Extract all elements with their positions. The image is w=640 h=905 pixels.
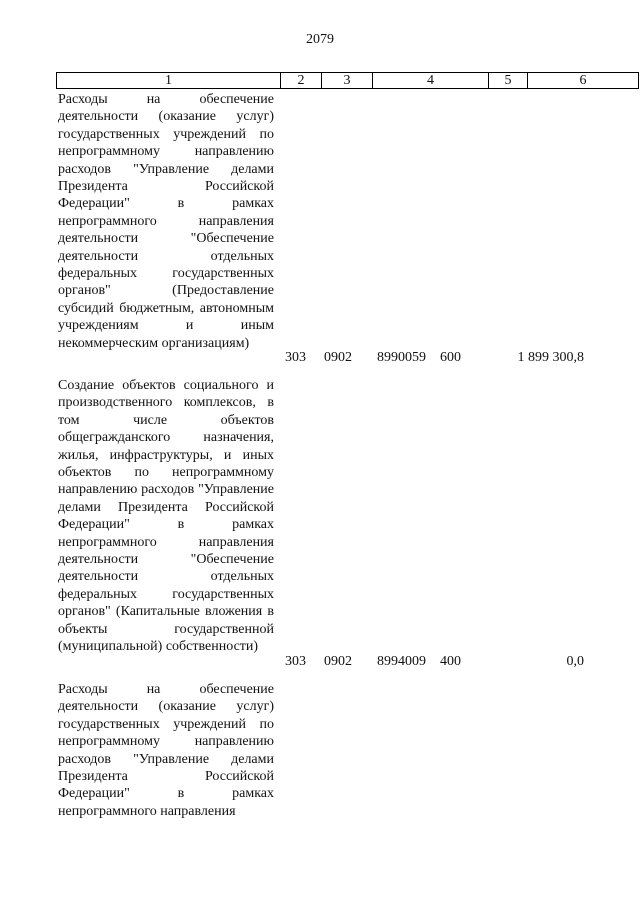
row-1-col5: 600 — [440, 350, 461, 365]
header-col-2: 2 — [280, 72, 322, 89]
row-3-description: Расходы на обеспечение деятельности (оказание услуг) государственных учреждений по непрограммному направлению расходов "Управление делами Президента Российской Федерации" в рамках непрограммного направления — [58, 682, 274, 819]
row-2-col4: 8994009 — [377, 654, 426, 669]
header-col-1: 1 — [56, 72, 281, 89]
row-1-col4: 8990059 — [377, 350, 426, 365]
row-2-col2: 303 — [285, 654, 306, 669]
row-1-description: Расходы на обеспечение деятельности (оказание услуг) государственных учреждений по непрограммному направлению расходов "Управление делами Президента Российской Федерации" в рамках непрограммного направления деятельности "Обеспечение деятельности отдельных федеральных государственных органов" (Предоставление субсидий бюджетным, автономным учреждениям и иным некоммерческим организациям) — [58, 92, 274, 351]
header-col-3: 3 — [321, 72, 373, 89]
header-col-6: 6 — [527, 72, 639, 89]
row-2-col6: 0,0 — [566, 654, 584, 669]
row-1-col6: 1 899 300,8 — [517, 350, 584, 365]
row-1-col3: 0902 — [324, 350, 352, 365]
header-col-5: 5 — [488, 72, 528, 89]
page-number: 2079 — [306, 32, 334, 47]
header-col-4: 4 — [372, 72, 489, 89]
row-2-description: Создание объектов социального и производственного комплексов, в том числе объектов общегражданского назначения, жилья, инфраструктуры, и иных объектов по непрограммному направлению расходов "Управление делами Президента Российской Федерации" в рамках непрограммного направления деятельности "Обеспечение деятельности отдельных федеральных государственных органов" (Капитальные вложения в объекты государственной (муниципальной) собственности) — [58, 378, 274, 655]
row-2-col5: 400 — [440, 654, 461, 669]
row-2-col3: 0902 — [324, 654, 352, 669]
row-1-col2: 303 — [285, 350, 306, 365]
